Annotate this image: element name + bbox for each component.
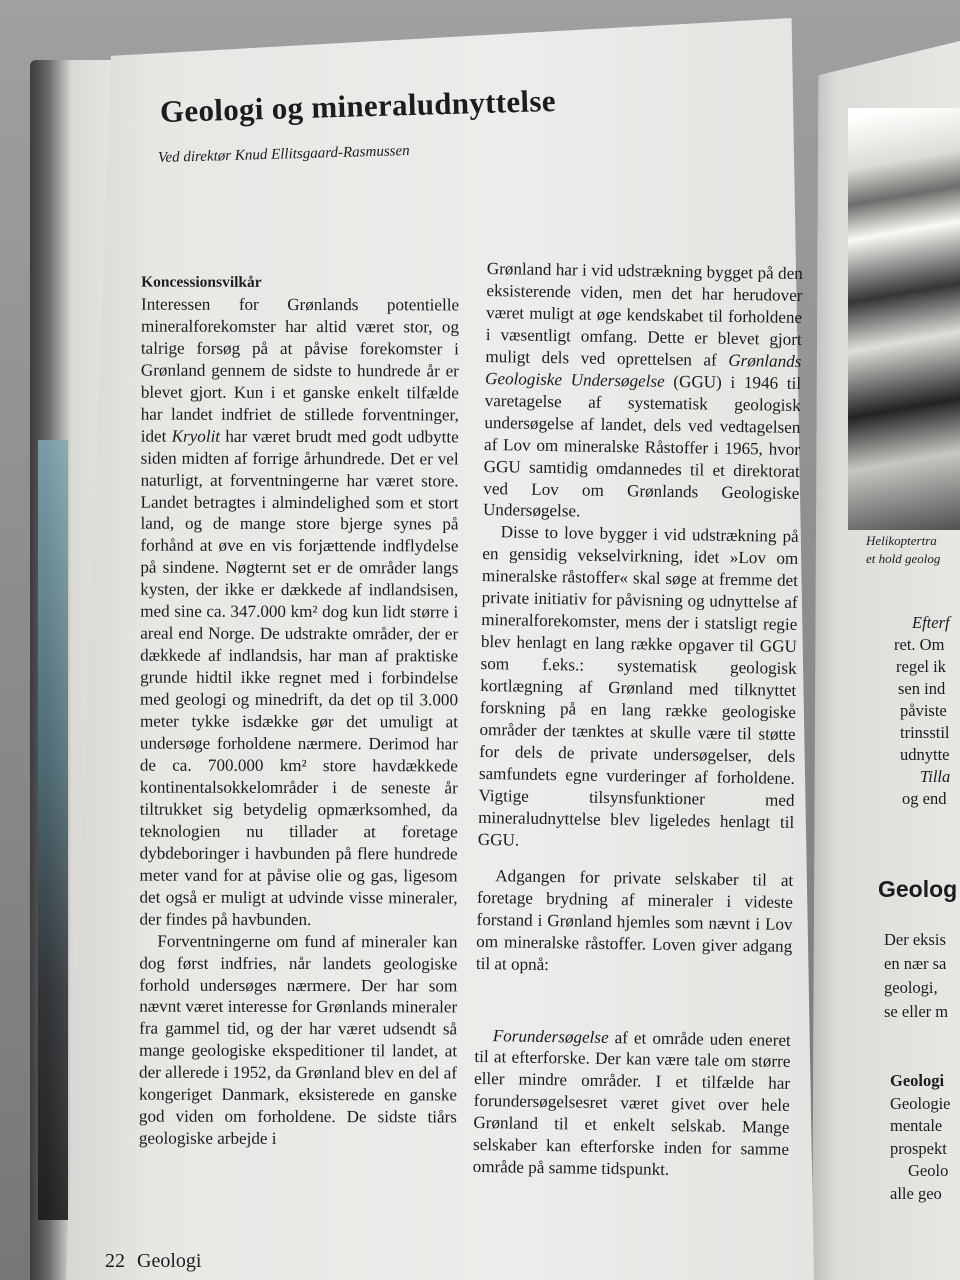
text-run: (GGU) i 1946 til varetagelse af systematisk geologisk undersøgelse af landet, dels ved vedtagelsen af Lov om mineralske Råstoffer i 1965, hvor GGU samtidig omdannedes til et direktorat ved Lov om Grønlands Geologiske Undersøgelse. — [482, 371, 802, 521]
left-column — [139, 272, 459, 1151]
text-line: Der eksis — [884, 930, 946, 949]
spacer — [475, 974, 792, 1029]
article-byline: Ved direktør Knud Ellitsgaard-Rasmussen — [157, 142, 410, 166]
facing-heading: Geolog — [878, 876, 958, 902]
page-footer — [105, 1250, 201, 1273]
text-line: geologi, — [884, 978, 938, 997]
text-line: en nær sa — [884, 954, 947, 973]
footer-section: Geologi — [137, 1250, 202, 1272]
facing-text-2 — [884, 928, 948, 1024]
book-cover-edge — [38, 440, 68, 1220]
text-line: og end — [902, 789, 947, 808]
photo-caption — [866, 532, 940, 568]
text-line: regel ik — [896, 657, 946, 676]
paragraph — [139, 294, 459, 931]
text-line: udnytte — [900, 745, 950, 764]
page-number: 22 — [105, 1250, 125, 1272]
text-line: trinsstil — [900, 723, 950, 742]
facing-subheading: Geologi — [890, 1071, 945, 1090]
caption-line: et hold geolog — [866, 551, 941, 566]
italic-term: Kryolit — [171, 426, 221, 446]
text-line: sen ind — [898, 679, 946, 698]
caption-line: Helikoptertra — [866, 533, 937, 548]
paragraph: Forventningerne om fund af mineraler kan dog først indfries, når landets geologiske forhold undersøges nærmere. Der har som nævnt været interesse for Grønlands mineraler fra gammel tid, og der har været udsendt så mange geologiske ekspeditioner til landet, at der allerede i 1952, da Grønland blev en del af kongeriget Danmark, eksisterede en ganske god viden om forholdene. De sidste tiårs geologiske arbejde i — [138, 931, 458, 1149]
text-line: Efterf — [912, 613, 950, 632]
text-line: Geologie — [890, 1093, 951, 1113]
helicopter-photo — [848, 108, 960, 530]
text-line: alle geo — [890, 1183, 942, 1203]
paragraph: Adgangen for private selskaber til at foretage brydning af mineraler i videste forstand i Grønland hjemles som nævnt i Lov om mineralske råstoffer. Loven giver adgang til at opnå: — [475, 865, 794, 974]
right-column — [473, 258, 803, 1183]
facing-text-3 — [890, 1070, 950, 1205]
paragraph: Disse to love bygger i vid udstrækning på en gensidig vekselvirkning, idet »Lov om mineralske råstoffer« skal søge at fremme det private initiativ for påvisning og udnyttelse af mineralforekomster, mens der i statsligt regie blev henlagt en lang række opgaver til GGU som f.eks.: systematisk geologisk kortlægning af Grønland med tilknyttet forskning på en lang række geologiske områder der tænktes at skulle være til støtte for dels de private undersøgelser, dels samfundets egne vurderinger af forholdene. Vigtige tilsynsfunktioner med mineraludnyttelse blev ligeledes henlagt til GGU. — [477, 522, 799, 850]
paragraph — [483, 258, 803, 526]
italic-term: Forundersøgelse — [492, 1025, 609, 1047]
text-line: påviste — [900, 701, 947, 720]
text-line: se eller m — [884, 1002, 949, 1021]
text-run: Interessen for Grønlands potentielle mineralforekomster har altid været stor, og talrige forsøg på at påvise forekomster i Grønland gennem de sidste to hundrede år er blevet gjort. Kun i et ganske enkelt tilfælde har landet indfriet de stillede forventninger, idet — [140, 294, 460, 446]
italic-term: Grønlands Geologiske Undersøgelse — [484, 350, 802, 391]
facing-text-1 — [880, 612, 950, 810]
article-title: Geologi og mineraludnyttelse — [159, 82, 557, 129]
text-run: har været brudt med godt udbytte siden midten af forrige århundrede. Det er vel naturligt, at forventningerne har været store. Landet betragtes i almindelighed som et stort land, og de mange store bjerge synes på forhånd at øve en vis forjættende indflydelse på sindene. Nøgternt set er de områder langs kysten, der ikke er dækkede af indlandsisen, med sine ca. 347.000 km² dog kun lidt større i areal end Norge. De udstrakte områder, der er dækkede af indlandsis, har man af praktiske grunde hidtil ikke regnet med i forbindelse med geologi og minedrift, da det op til 3.000 meter tykke isdække gør det umuligt at undersøge forholdene nærmere. Derimod har de ca. 700.000 km² store havdækkede kontinentalsokkelområder i de seneste år tiltrukket sig betydelig opmærksomhed, da teknologien nu tillader at foretage dybdeboringer i havbunden på flere hundrede meter vand for at påvise olie og gas, ligesom det også er muligt at udvinde visse mineraler, der findes på havbunden. — [139, 426, 459, 929]
paragraph — [473, 1024, 791, 1183]
text-run: af et område uden eneret til at efterforske. Der kan være tale om større eller mindre områder. I et tilfælde har forundersøgelsesret været givet over hele Grønland til et enkelt selskab. Mange selskaber kan efterforske inden for samme område på samme tidspunkt. — [472, 1027, 791, 1180]
text-line: ret. Om — [894, 635, 945, 654]
text-line: Geolo — [908, 1161, 949, 1180]
text-line: prospekt — [890, 1138, 947, 1158]
text-line: mentale — [890, 1116, 943, 1135]
text-line: Tilla — [920, 767, 951, 786]
section-heading: Koncessionsvilkår — [141, 273, 262, 291]
text-run: Grønland har i vid udstrækning bygget på den eksisterende viden, men det har herudover været muligt at øge kendskabet til forholdene i væsentligt omfang. Dette er blevet gjort muligt dels ved oprettelsen af — [485, 258, 803, 370]
